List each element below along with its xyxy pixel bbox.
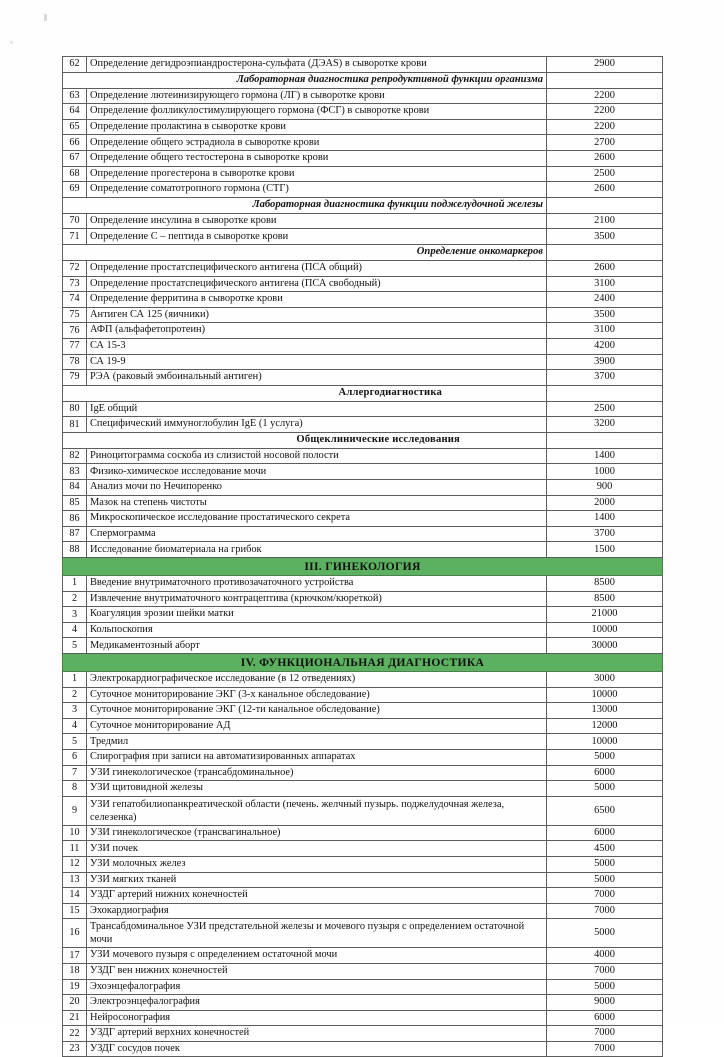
table-row <box>63 526 663 542</box>
table-row <box>63 576 663 592</box>
table-row <box>63 307 663 323</box>
service-name: Эхокардиография <box>87 903 547 919</box>
service-name: УЗИ гинекологическое (трансабдоминальное) <box>87 765 547 781</box>
service-name: Суточное мониторирование ЭКГ (3-х канальное обследование) <box>87 687 547 703</box>
row-number: 2 <box>63 687 87 703</box>
subsection-header-row <box>63 244 663 260</box>
service-name: Извлечение внутриматочного контрацептива (крючком/кюреткой) <box>87 591 547 607</box>
row-number: 15 <box>63 903 87 919</box>
row-number: 79 <box>63 370 87 386</box>
service-name: Определение простатспецифического антигена (ПСА общий) <box>87 260 547 276</box>
table-row <box>63 607 663 623</box>
subsection-price-blank <box>547 244 663 260</box>
service-price: 900 <box>547 480 663 496</box>
subsection-header-label: Лабораторная диагностика функции поджелудочной железы <box>63 197 547 213</box>
subsection-header-label: Общеклинические исследования <box>63 432 547 448</box>
table-row <box>63 401 663 417</box>
row-number: 4 <box>63 622 87 638</box>
service-name: Исследование биоматериала на грибок <box>87 542 547 558</box>
table-row <box>63 1026 663 1042</box>
row-number: 21 <box>63 1010 87 1026</box>
table-row <box>63 135 663 151</box>
service-price: 7000 <box>547 888 663 904</box>
table-row <box>63 963 663 979</box>
table-row <box>63 276 663 292</box>
row-number: 85 <box>63 495 87 511</box>
row-number: 86 <box>63 511 87 527</box>
table-row <box>63 260 663 276</box>
section-header-label: III. ГИНЕКОЛОГИЯ <box>304 559 421 573</box>
service-price: 3500 <box>547 229 663 245</box>
service-price: 3700 <box>547 526 663 542</box>
service-price: 10000 <box>547 687 663 703</box>
subsection-header-row <box>63 385 663 401</box>
service-price: 3100 <box>547 276 663 292</box>
row-number: 8 <box>63 781 87 797</box>
row-number: 83 <box>63 464 87 480</box>
table-row <box>63 749 663 765</box>
price-list-body <box>63 57 663 1057</box>
service-price: 5000 <box>547 872 663 888</box>
service-name: Определение инсулина в сыворотке крови <box>87 213 547 229</box>
service-price: 2400 <box>547 292 663 308</box>
service-name: АФП (альфафетопротеин) <box>87 323 547 339</box>
row-number: 3 <box>63 607 87 623</box>
row-number: 82 <box>63 448 87 464</box>
service-price: 7000 <box>547 1026 663 1042</box>
service-name: УЗИ мочевого пузыря с определением остаточной мочи <box>87 948 547 964</box>
table-row <box>63 495 663 511</box>
service-price: 8500 <box>547 591 663 607</box>
service-name: Коагуляция эрозии шейки матки <box>87 607 547 623</box>
row-number: 11 <box>63 841 87 857</box>
service-price: 2700 <box>547 135 663 151</box>
service-name: Определение дегидроэпиандростерона-сульфата (ДЭАS) в сыворотке крови <box>87 57 547 73</box>
table-row <box>63 672 663 688</box>
row-number: 20 <box>63 995 87 1011</box>
table-row <box>63 104 663 120</box>
table-row <box>63 480 663 496</box>
table-row <box>63 119 663 135</box>
service-name: УЗИ щитовидной железы <box>87 781 547 797</box>
row-number: 1 <box>63 672 87 688</box>
table-row <box>63 687 663 703</box>
service-price: 2500 <box>547 166 663 182</box>
row-number: 5 <box>63 638 87 654</box>
table-row <box>63 872 663 888</box>
row-number: 19 <box>63 979 87 995</box>
table-row <box>63 354 663 370</box>
service-price: 2200 <box>547 88 663 104</box>
service-name: Кольпоскопия <box>87 622 547 638</box>
service-price: 7000 <box>547 1041 663 1057</box>
service-name: УЗДГ сосудов почек <box>87 1041 547 1057</box>
table-row <box>63 734 663 750</box>
row-number: 7 <box>63 765 87 781</box>
price-list-table <box>62 56 663 1057</box>
row-number: 87 <box>63 526 87 542</box>
table-row <box>63 765 663 781</box>
table-row <box>63 781 663 797</box>
service-price: 7000 <box>547 903 663 919</box>
section-header-label: IV. ФУНКЦИОНАЛЬНАЯ ДИАГНОСТИКА <box>240 655 485 669</box>
row-number: 1 <box>63 576 87 592</box>
service-name: СА 19-9 <box>87 354 547 370</box>
row-number: 23 <box>63 1041 87 1057</box>
service-price: 2600 <box>547 182 663 198</box>
service-name: Определение соматотропного гормона (СТГ) <box>87 182 547 198</box>
row-number: 5 <box>63 734 87 750</box>
table-row <box>63 638 663 654</box>
row-number: 71 <box>63 229 87 245</box>
row-number: 2 <box>63 591 87 607</box>
table-row <box>63 448 663 464</box>
service-price: 2200 <box>547 104 663 120</box>
service-name: Определение общего тестостерона в сыворотке крови <box>87 150 547 166</box>
row-number: 69 <box>63 182 87 198</box>
service-name: Электрокардиографическое исследование (в 12 отведениях) <box>87 672 547 688</box>
service-price: 3900 <box>547 354 663 370</box>
service-name: Определение пролактина в сыворотке крови <box>87 119 547 135</box>
service-price: 12000 <box>547 718 663 734</box>
service-name: УЗИ мягких тканей <box>87 872 547 888</box>
subsection-header-label: Определение онкомаркеров <box>63 244 547 260</box>
table-row <box>63 919 663 948</box>
row-number: 84 <box>63 480 87 496</box>
row-number: 65 <box>63 119 87 135</box>
subsection-price-blank <box>547 385 663 401</box>
service-name: Определение простатспецифического антигена (ПСА свободный) <box>87 276 547 292</box>
table-row <box>63 292 663 308</box>
service-price: 9000 <box>547 995 663 1011</box>
service-price: 2900 <box>547 57 663 73</box>
table-row <box>63 417 663 433</box>
table-row <box>63 856 663 872</box>
service-price: 2100 <box>547 213 663 229</box>
service-price: 8500 <box>547 576 663 592</box>
table-row <box>63 150 663 166</box>
service-name: УЗИ гепатобилиопанкреатической области (печень. желчный пузырь. поджелудочная железа, селезенка) <box>87 796 547 825</box>
row-number: 76 <box>63 323 87 339</box>
section-header-row <box>63 558 663 576</box>
service-price: 13000 <box>547 703 663 719</box>
service-price: 2600 <box>547 150 663 166</box>
section-header-cell <box>63 654 663 672</box>
service-name: УЗДГ артерий верхних конечностей <box>87 1026 547 1042</box>
subsection-price-blank <box>547 432 663 448</box>
service-name: Тредмил <box>87 734 547 750</box>
row-number: 6 <box>63 749 87 765</box>
table-row <box>63 370 663 386</box>
service-name: IgE общий <box>87 401 547 417</box>
table-row <box>63 841 663 857</box>
service-price: 3000 <box>547 672 663 688</box>
table-row <box>63 703 663 719</box>
service-name: Медикаментозный аборт <box>87 638 547 654</box>
table-row <box>63 229 663 245</box>
row-number: 18 <box>63 963 87 979</box>
subsection-header-row <box>63 72 663 88</box>
table-row <box>63 979 663 995</box>
service-name: Определение общего эстрадиола в сыворотке крови <box>87 135 547 151</box>
row-number: 67 <box>63 150 87 166</box>
service-price: 6000 <box>547 765 663 781</box>
row-number: 66 <box>63 135 87 151</box>
service-name: Антиген СА 125 (яичники) <box>87 307 547 323</box>
service-price: 4200 <box>547 338 663 354</box>
row-number: 70 <box>63 213 87 229</box>
service-price: 5000 <box>547 856 663 872</box>
table-row <box>63 888 663 904</box>
service-name: Определение лютеинизирующего гормона (ЛГ) в сыворотке крови <box>87 88 547 104</box>
row-number: 3 <box>63 703 87 719</box>
service-name: УЗДГ вен нижних конечностей <box>87 963 547 979</box>
row-number: 74 <box>63 292 87 308</box>
service-price: 3200 <box>547 417 663 433</box>
service-price: 5000 <box>547 979 663 995</box>
scan-artifact-speck <box>10 41 13 44</box>
table-row <box>63 323 663 339</box>
service-name: Физико-химическое исследование мочи <box>87 464 547 480</box>
service-price: 10000 <box>547 622 663 638</box>
service-name: Электроэнцефалография <box>87 995 547 1011</box>
table-row <box>63 213 663 229</box>
table-row <box>63 1010 663 1026</box>
service-price: 3100 <box>547 323 663 339</box>
scan-artifact-speck <box>44 14 47 21</box>
service-price: 21000 <box>547 607 663 623</box>
table-row <box>63 825 663 841</box>
table-row <box>63 796 663 825</box>
table-row <box>63 166 663 182</box>
row-number: 88 <box>63 542 87 558</box>
table-row <box>63 903 663 919</box>
service-price: 2500 <box>547 401 663 417</box>
service-name: УЗДГ артерий нижних конечностей <box>87 888 547 904</box>
table-row <box>63 591 663 607</box>
service-price: 5000 <box>547 781 663 797</box>
service-price: 3700 <box>547 370 663 386</box>
service-name: УЗИ гинекологическое (трансвагинальное) <box>87 825 547 841</box>
subsection-price-blank <box>547 72 663 88</box>
service-price: 10000 <box>547 734 663 750</box>
row-number: 63 <box>63 88 87 104</box>
service-price: 1500 <box>547 542 663 558</box>
table-row <box>63 542 663 558</box>
service-price: 30000 <box>547 638 663 654</box>
subsection-header-row <box>63 432 663 448</box>
table-row <box>63 511 663 527</box>
table-row <box>63 182 663 198</box>
table-row <box>63 57 663 73</box>
table-row <box>63 995 663 1011</box>
row-number: 75 <box>63 307 87 323</box>
service-name: Определение ферритина в сыворотке крови <box>87 292 547 308</box>
table-row <box>63 338 663 354</box>
service-name: Суточное мониторирование АД <box>87 718 547 734</box>
service-name: Анализ мочи по Нечипоренко <box>87 480 547 496</box>
service-name: Эхоэнцефалография <box>87 979 547 995</box>
row-number: 9 <box>63 796 87 825</box>
service-name: Специфический иммуноглобулин IgE (1 услуга) <box>87 417 547 433</box>
service-name: Микроскопическое исследование простатического секрета <box>87 511 547 527</box>
service-name: УЗИ молочных желез <box>87 856 547 872</box>
service-name: Определение С – пептида в сыворотке крови <box>87 229 547 245</box>
service-name: Введение внутриматочного противозачаточного устройства <box>87 576 547 592</box>
service-price: 1400 <box>547 511 663 527</box>
service-price: 6000 <box>547 825 663 841</box>
service-price: 4500 <box>547 841 663 857</box>
subsection-price-blank <box>547 197 663 213</box>
row-number: 81 <box>63 417 87 433</box>
service-price: 2000 <box>547 495 663 511</box>
service-name: Трансабдоминальное УЗИ предстательной железы и мочевого пузыря с определением остаточной мочи <box>87 919 547 948</box>
row-number: 12 <box>63 856 87 872</box>
service-price: 1400 <box>547 448 663 464</box>
subsection-header-label: Лабораторная диагностика репродуктивной функции организма <box>63 72 547 88</box>
service-name: УЗИ почек <box>87 841 547 857</box>
service-name: Спирография при записи на автоматизированных аппаратах <box>87 749 547 765</box>
row-number: 78 <box>63 354 87 370</box>
service-name: Мазок на степень чистоты <box>87 495 547 511</box>
service-price: 5000 <box>547 749 663 765</box>
service-name: Определение фолликулостимулирующего гормона (ФСГ) в сыворотке крови <box>87 104 547 120</box>
service-price: 2600 <box>547 260 663 276</box>
table-row <box>63 88 663 104</box>
table-row <box>63 464 663 480</box>
row-number: 10 <box>63 825 87 841</box>
subsection-header-label: Аллергодиагностика <box>63 385 547 401</box>
service-name: Нейросонография <box>87 1010 547 1026</box>
row-number: 4 <box>63 718 87 734</box>
row-number: 16 <box>63 919 87 948</box>
table-row <box>63 948 663 964</box>
subsection-header-row <box>63 197 663 213</box>
row-number: 68 <box>63 166 87 182</box>
service-price: 3500 <box>547 307 663 323</box>
service-name: Суточное мониторирование ЭКГ (12-ти канальное обследование) <box>87 703 547 719</box>
table-row <box>63 622 663 638</box>
row-number: 80 <box>63 401 87 417</box>
service-price: 5000 <box>547 919 663 948</box>
row-number: 62 <box>63 57 87 73</box>
service-price: 1000 <box>547 464 663 480</box>
service-price: 6500 <box>547 796 663 825</box>
table-row <box>63 1041 663 1057</box>
service-name: Риноцитограмма соскоба из слизистой носовой полости <box>87 448 547 464</box>
service-price: 7000 <box>547 963 663 979</box>
service-price: 6000 <box>547 1010 663 1026</box>
table-row <box>63 718 663 734</box>
service-name: Спермограмма <box>87 526 547 542</box>
row-number: 77 <box>63 338 87 354</box>
row-number: 14 <box>63 888 87 904</box>
section-header-cell <box>63 558 663 576</box>
row-number: 22 <box>63 1026 87 1042</box>
section-header-row <box>63 654 663 672</box>
row-number: 17 <box>63 948 87 964</box>
service-name: СА 15-3 <box>87 338 547 354</box>
row-number: 73 <box>63 276 87 292</box>
row-number: 72 <box>63 260 87 276</box>
service-price: 2200 <box>547 119 663 135</box>
service-price: 4000 <box>547 948 663 964</box>
service-name: Определение прогестерона в сыворотке крови <box>87 166 547 182</box>
service-name: РЭА (раковый эмбоинальный антиген) <box>87 370 547 386</box>
row-number: 64 <box>63 104 87 120</box>
row-number: 13 <box>63 872 87 888</box>
